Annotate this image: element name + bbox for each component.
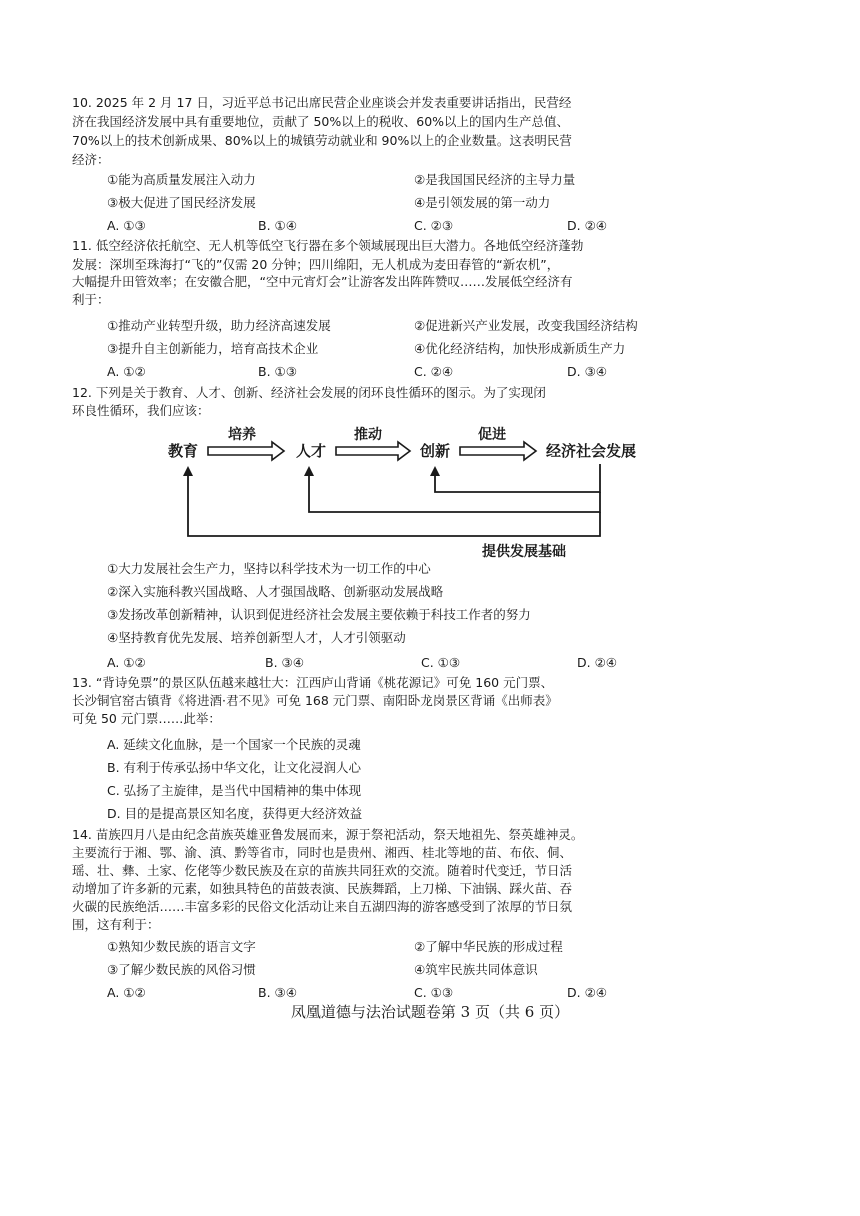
- q14-choice-d: D. ②④: [567, 985, 607, 1000]
- q12-stem-line: 环良性循环，我们应该：: [72, 403, 210, 418]
- diagram-node-innovation: 创新: [420, 442, 451, 460]
- q14-stem-line: 动增加了许多新的元素，如独具特色的苗鼓表演、民族舞蹈，上刀梯、下油锅、踩火苗、吞: [72, 881, 573, 896]
- diagram-node-talent: 人才: [296, 442, 327, 460]
- q13-option-c: C. 弘扬了主旋律，是当代中国精神的集中体现: [107, 783, 362, 798]
- q13-stem-line: 长沙铜官窑古镇背《将进酒·君不见》可免 168 元门票、南阳卧龙岗景区背诵《出师表》: [72, 693, 558, 708]
- diagram-hollow-arrow: [208, 442, 284, 460]
- q14-choice-a: A. ①②: [107, 985, 146, 1000]
- q11-stem-line: 11. 低空经济依托航空、无人机等低空飞行器在多个领域展现出巨大潜力。各地低空经济蓬勃: [72, 238, 584, 253]
- q14-choice-b: B. ③④: [258, 985, 297, 1000]
- q14-stem-line: 主要流行于湘、鄂、渝、滇、黔等省市，同时也是贵州、湘西、桂北等地的苗、布依、侗、: [72, 845, 573, 860]
- diagram-feedback-lines: [188, 464, 600, 536]
- q12-choice-a: A. ①②: [107, 655, 146, 670]
- q14-item: ④筑牢民族共同体意识: [414, 962, 538, 977]
- q14-stem-line: 瑶、壮、彝、土家、仡佬等少数民族及在京的苗族共同狂欢的交流。随着时代变迁，节日活: [72, 863, 573, 878]
- q11-item: ④优化经济结构，加快形成新质生产力: [414, 341, 626, 356]
- page-footer: 凤凰道德与法治试题卷第 3 页（共 6 页）: [290, 1003, 570, 1021]
- q10-stem-line: 经济：: [72, 152, 110, 167]
- q14-stem-line: 火碳的民族绝活……丰富多彩的民俗文化活动让来自五湖四海的游客感受到了浓厚的节日氛: [72, 899, 573, 914]
- q12-item: ④坚持教育优先发展、培养创新型人才，人才引领驱动: [107, 630, 406, 645]
- q10-item: ①能为高质量发展注入动力: [107, 172, 256, 187]
- q12-item: ②深入实施科教兴国战略、人才强国战略、创新驱动发展战略: [107, 584, 444, 599]
- q13-option-a: A. 延续文化血脉，是一个国家一个民族的灵魂: [107, 737, 361, 752]
- q12-choice-b: B. ③④: [265, 655, 304, 670]
- q14-item: ①熟知少数民族的语言文字: [107, 939, 256, 954]
- q14-stem-line: 围，这有利于：: [72, 917, 160, 932]
- diagram-feedback-arrowheads: [183, 466, 440, 476]
- q13-stem-line: 13. “背诗免票”的景区队伍越来越壮大：江西庐山背诵《桃花源记》可免 160 元门票、: [72, 675, 554, 690]
- q10-choice-d: D. ②④: [567, 218, 607, 233]
- q10-item: ④是引领发展的第一动力: [414, 195, 551, 210]
- q13-stem-line: 可免 50 元门票……此举：: [72, 711, 221, 726]
- diagram-arrow-label-cultivate: 培养: [228, 427, 256, 443]
- q14-stem-line: 14. 苗族四月八是由纪念苗族英雄亚鲁发展而来，源于祭祀活动，祭天地祖先、祭英雄神灵。: [72, 827, 584, 842]
- q11-choice-b: B. ①③: [258, 364, 297, 379]
- q12-stem-line: 12. 下列是关于教育、人才、创新、经济社会发展的闭环良性循环的图示。为了实现闭: [72, 385, 546, 400]
- diagram-node-education: 教育: [168, 442, 199, 460]
- q11-item: ①推动产业转型升级，助力经济高速发展: [107, 318, 331, 333]
- q13-option-b: B. 有利于传承弘扬中华文化，让文化浸润人心: [107, 760, 362, 775]
- q14-item: ③了解少数民族的风俗习惯: [107, 962, 256, 977]
- q14-choice-c: C. ①③: [414, 985, 454, 1000]
- q12-choice-c: C. ①③: [421, 655, 461, 670]
- diagram-arrow-label-drive: 推动: [354, 427, 382, 443]
- q13-option-d: D. 目的是提高景区知名度，获得更大经济效益: [107, 806, 363, 821]
- q10-item: ③极大促进了国民经济发展: [107, 195, 256, 210]
- q11-stem-line: 大幅提升田管效率；在安徽合肥，“空中元宵灯会”让游客发出阵阵赞叹……发展低空经济有: [72, 274, 573, 289]
- q10-choice-a: A. ①③: [107, 218, 146, 233]
- q10-stem-line: 10. 2025 年 2 月 17 日，习近平总书记出席民营企业座谈会并发表重要讲话指出，民营经: [72, 95, 572, 110]
- q14-item: ②了解中华民族的形成过程: [414, 939, 563, 954]
- diagram-hollow-arrow: [460, 442, 536, 460]
- diagram-feedback-label: 提供发展基础: [482, 544, 566, 560]
- diagram-hollow-arrow: [336, 442, 410, 460]
- q10-choice-c: C. ②③: [414, 218, 454, 233]
- diagram-arrow-label-promote: 促进: [478, 427, 506, 443]
- q12-item: ①大力发展社会生产力，坚持以科学技术为一切工作的中心: [107, 561, 431, 576]
- q12-choice-d: D. ②④: [577, 655, 617, 670]
- q11-item: ②促进新兴产业发展，改变我国经济结构: [414, 318, 638, 333]
- q11-stem-line: 发展：深圳至珠海打“飞的”仅需 20 分钟；四川绵阳，无人机成为麦田春管的“新农机”，: [72, 257, 560, 272]
- q10-stem-line: 济在我国经济发展中具有重要地位，贡献了 50%以上的税收、60%以上的国内生产总值、: [72, 114, 570, 129]
- q11-stem-line: 利于：: [72, 292, 110, 307]
- q10-item: ②是我国国民经济的主导力量: [414, 172, 576, 187]
- q12-item: ③发扬改革创新精神，认识到促进经济社会发展主要依赖于科技工作者的努力: [107, 607, 531, 622]
- cycle-diagram: [158, 424, 650, 562]
- diagram-node-development: 经济社会发展: [546, 442, 637, 460]
- q11-choice-a: A. ①②: [107, 364, 146, 379]
- q11-choice-c: C. ②④: [414, 364, 454, 379]
- q10-stem-line: 70%以上的技术创新成果、80%以上的城镇劳动就业和 90%以上的企业数量。这表明民营: [72, 133, 572, 148]
- q10-choice-b: B. ①④: [258, 218, 297, 233]
- q11-choice-d: D. ③④: [567, 364, 607, 379]
- q11-item: ③提升自主创新能力，培育高技术企业: [107, 341, 319, 356]
